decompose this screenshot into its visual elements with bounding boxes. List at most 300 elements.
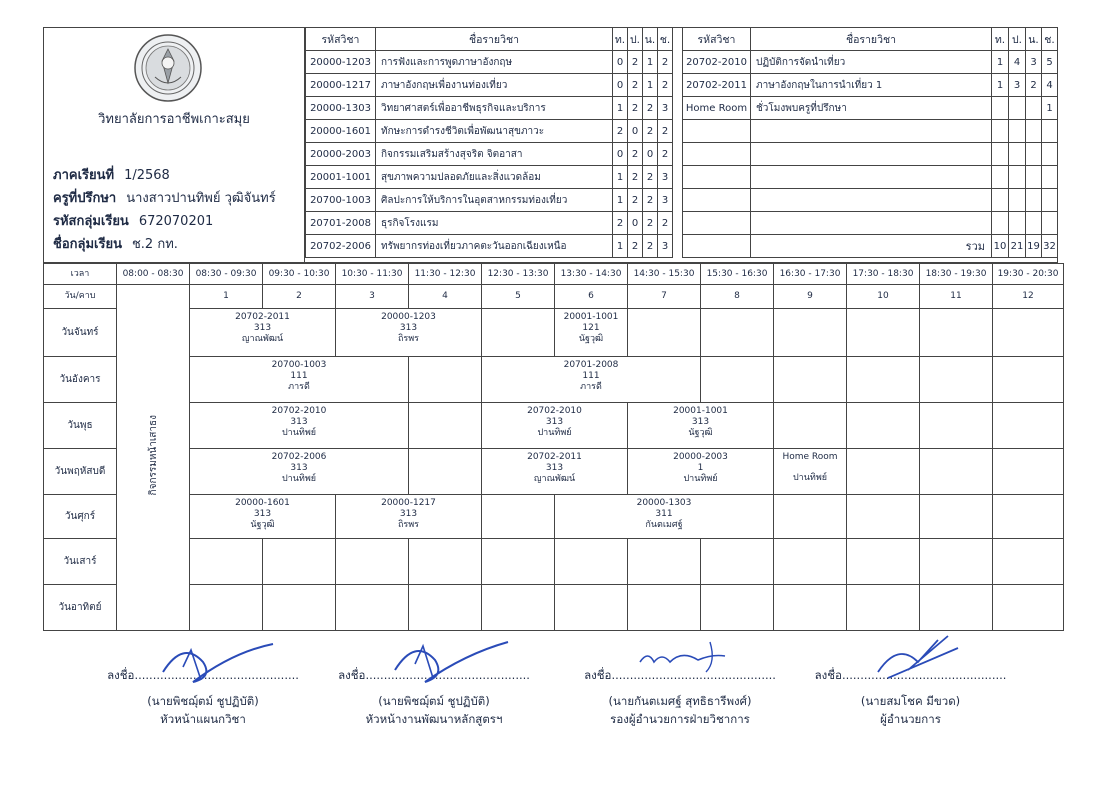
subject-p: 2 <box>628 166 643 189</box>
subject-header-p: ป. <box>1009 28 1026 51</box>
empty-slot <box>555 539 628 585</box>
subject-name: ศิลปะการให้บริการในอุตสาหกรรมท่องเที่ยว <box>376 189 613 212</box>
subject-row-empty <box>683 166 1058 189</box>
empty-slot <box>336 585 409 631</box>
empty-slot <box>920 357 993 403</box>
subject-n: 1 <box>643 51 658 74</box>
empty-slot <box>774 403 847 449</box>
session-teacher: ภารดี <box>288 382 310 392</box>
handwritten-signature <box>143 632 293 692</box>
day-row <box>44 449 1064 495</box>
session-teacher: ปานทิพย์ <box>537 428 572 438</box>
subject-n: 2 <box>643 166 658 189</box>
empty-slot <box>482 495 555 539</box>
subject-c: 3 <box>658 166 673 189</box>
session-teacher: นัฐวุฒิ <box>250 520 275 530</box>
empty-slot <box>847 539 920 585</box>
session-room: 313 <box>253 509 272 519</box>
subject-p: 2 <box>628 97 643 120</box>
signer-role: รองผู้อำนวยการฝ่ายวิชาการ <box>610 712 750 726</box>
subject-name: การฟังและการพูดภาษาอังกฤษ <box>376 51 613 74</box>
period-number: 5 <box>482 285 555 309</box>
empty-cell <box>751 143 992 166</box>
time-slot: 14:30 - 15:30 <box>628 264 701 285</box>
subject-c: 4 <box>1042 74 1058 97</box>
subject-code: 20702-2011 <box>683 74 751 97</box>
empty-slot <box>482 585 555 631</box>
time-slot: 19:30 - 20:30 <box>993 264 1064 285</box>
empty-cell <box>1042 212 1058 235</box>
session-teacher: ถิรพร <box>397 520 420 530</box>
subject-c: 2 <box>658 74 673 97</box>
empty-cell <box>992 212 1009 235</box>
subject-name: ทักษะการดำรงชีวิตเพื่อพัฒนาสุขภาวะ <box>376 120 613 143</box>
subject-code: 20000-2003 <box>306 143 376 166</box>
subject-c: 3 <box>658 97 673 120</box>
signer-role: หัวหน้าแผนกวิชา <box>160 712 246 726</box>
class-session <box>336 309 482 357</box>
empty-slot <box>993 495 1064 539</box>
time-slot: 15:30 - 16:30 <box>701 264 774 285</box>
period-number: 2 <box>263 285 336 309</box>
empty-cell <box>1042 166 1058 189</box>
totals-row <box>683 235 1058 258</box>
empty-cell <box>1026 166 1042 189</box>
subject-n: 2 <box>643 97 658 120</box>
time-slot: 11:30 - 12:30 <box>409 264 482 285</box>
empty-cell <box>751 189 992 212</box>
class-session <box>190 449 409 495</box>
period-number: 4 <box>409 285 482 309</box>
empty-slot <box>920 495 993 539</box>
subject-header-name: ชื่อรายวิชา <box>751 28 992 51</box>
subject-row-empty <box>683 143 1058 166</box>
empty-cell <box>1026 212 1042 235</box>
empty-slot <box>920 403 993 449</box>
session-room <box>774 463 846 473</box>
group-name-value: ช.2 กท. <box>131 237 178 252</box>
empty-slot <box>774 309 847 357</box>
subject-header-name: ชื่อรายวิชา <box>376 28 613 51</box>
sign-label: ลงชื่อ <box>338 668 366 682</box>
period-number: 1 <box>190 285 263 309</box>
subject-name: ธุรกิจโรงแรม <box>376 212 613 235</box>
subject-p: 2 <box>628 74 643 97</box>
empty-slot <box>993 357 1064 403</box>
subject-p: 0 <box>628 120 643 143</box>
subject-p: 3 <box>1009 74 1026 97</box>
empty-slot <box>628 585 701 631</box>
subject-n: 2 <box>643 235 658 258</box>
subject-header-t: ท. <box>613 28 628 51</box>
subject-p: 2 <box>628 51 643 74</box>
subject-t: 1 <box>613 189 628 212</box>
flag-activity <box>117 285 190 631</box>
subject-table-left <box>305 27 673 258</box>
empty-slot <box>628 539 701 585</box>
subject-row-empty <box>683 120 1058 143</box>
subject-row <box>306 235 673 258</box>
day-row <box>44 309 1064 357</box>
class-session <box>482 449 628 495</box>
session-room: 313 <box>290 463 308 473</box>
session-teacher: นัฐวุฒิ <box>578 334 604 344</box>
session-code: 20000-1601 <box>235 498 290 508</box>
subject-row <box>306 143 673 166</box>
session-teacher: ปานทิพย์ <box>281 428 317 438</box>
empty-cell <box>1009 120 1026 143</box>
subject-name: กิจกรรมเสริมสร้างสุจริต จิตอาสา <box>376 143 613 166</box>
flag-activity-label: กิจกรรมหน้าเสาธง <box>147 415 159 496</box>
time-label: เวลา <box>44 264 117 285</box>
subject-c: 2 <box>658 51 673 74</box>
group-code-value: 672070201 <box>138 214 214 229</box>
semester-label: ภาคเรียนที่ <box>53 168 115 183</box>
empty-cell <box>992 120 1009 143</box>
empty-cell <box>683 235 751 258</box>
empty-cell <box>992 189 1009 212</box>
empty-cell <box>1026 120 1042 143</box>
empty-slot <box>263 539 336 585</box>
day-label: วันอังคาร <box>44 357 117 403</box>
empty-slot <box>190 585 263 631</box>
period-label: วัน/คาบ <box>44 285 117 309</box>
session-code: 20000-2003 <box>673 452 728 462</box>
empty-cell <box>1009 189 1026 212</box>
subject-row <box>306 74 673 97</box>
subject-p: 0 <box>628 212 643 235</box>
day-row <box>44 585 1064 631</box>
subject-header-n: น. <box>1026 28 1042 51</box>
period-number: 11 <box>920 285 993 309</box>
empty-slot <box>774 539 847 585</box>
empty-slot <box>190 539 263 585</box>
subject-name: ชั่วโมงพบครูที่ปรึกษา <box>751 97 992 120</box>
time-slot: 13:30 - 14:30 <box>555 264 628 285</box>
session-code: 20702-2011 <box>527 452 582 462</box>
subject-row-empty <box>683 189 1058 212</box>
time-slot: 10:30 - 11:30 <box>336 264 409 285</box>
day-row <box>44 403 1064 449</box>
empty-cell <box>683 189 751 212</box>
signer-role: ผู้อำนวยการ <box>880 712 941 726</box>
subject-row <box>683 97 1058 120</box>
empty-cell <box>1026 143 1042 166</box>
class-session <box>628 403 774 449</box>
group-code-row <box>53 210 213 231</box>
session-room: 311 <box>655 509 673 519</box>
empty-cell <box>751 212 992 235</box>
subject-code: 20000-1601 <box>306 120 376 143</box>
subject-c: 2 <box>658 212 673 235</box>
subject-row <box>683 51 1058 74</box>
session-room: 313 <box>253 323 272 333</box>
session-room: 121 <box>582 323 600 333</box>
day-label: วันศุกร์ <box>44 495 117 539</box>
total-p: 21 <box>1009 235 1026 258</box>
time-slot: 17:30 - 18:30 <box>847 264 920 285</box>
subject-n: 2 <box>643 212 658 235</box>
empty-slot <box>628 309 701 357</box>
period-number: 9 <box>774 285 847 309</box>
subject-name: ปฏิบัติการจัดนำเที่ยว <box>751 51 992 74</box>
signature-dots: ............................................. <box>841 668 1007 682</box>
subject-header-p: ป. <box>628 28 643 51</box>
session-teacher: ปานทิพย์ <box>281 474 317 484</box>
signature-dots: ............................................. <box>365 668 530 682</box>
subject-t: 1 <box>992 51 1009 74</box>
period-number: 6 <box>555 285 628 309</box>
session-teacher: กันตเมศฐ์ <box>645 520 683 530</box>
subject-name: ภาษาอังกฤษในการนำเที่ยว 1 <box>751 74 992 97</box>
session-room: 313 <box>399 323 418 333</box>
subject-row <box>306 97 673 120</box>
subject-name: สุขภาพความปลอดภัยและสิ่งแวดล้อม <box>376 166 613 189</box>
empty-cell <box>1042 120 1058 143</box>
subject-code: 20702-2006 <box>306 235 376 258</box>
empty-slot <box>555 585 628 631</box>
total-t: 10 <box>992 235 1009 258</box>
signer-name: (นายกันตเมศฐ์ สุทธิธารีพงศ์) <box>608 694 752 708</box>
empty-slot <box>847 309 920 357</box>
signer-name: (นายพิชฌุ์ตม์ ชูปฏิบัติ) <box>147 694 259 708</box>
empty-slot <box>701 309 774 357</box>
empty-slot <box>993 539 1064 585</box>
total-c: 32 <box>1042 235 1058 258</box>
subject-header-c: ช. <box>658 28 673 51</box>
subject-header-code: รหัสวิชา <box>306 28 376 51</box>
empty-slot <box>993 309 1064 357</box>
empty-slot <box>482 309 555 357</box>
subject-n: 1 <box>643 74 658 97</box>
time-row <box>44 264 1064 285</box>
session-room: 313 <box>691 417 710 427</box>
group-name-row <box>53 233 178 254</box>
session-code: 20702-2010 <box>271 406 327 416</box>
empty-slot <box>701 585 774 631</box>
empty-cell <box>751 166 992 189</box>
handwritten-signature <box>373 632 523 692</box>
empty-slot <box>774 357 847 403</box>
signature-dots: ............................................. <box>134 668 299 682</box>
session-code: 20001-1001 <box>563 312 619 322</box>
advisor-value: นางสาวปานทิพย์ วุฒิจันทร์ <box>126 191 276 206</box>
class-session <box>482 403 628 449</box>
session-room: 313 <box>290 417 308 427</box>
class-session <box>628 449 774 495</box>
empty-slot <box>993 585 1064 631</box>
subject-t: 2 <box>613 120 628 143</box>
time-slot: 08:30 - 09:30 <box>190 264 263 285</box>
empty-slot <box>409 403 482 449</box>
time-slot: 16:30 - 17:30 <box>774 264 847 285</box>
group-code-label: รหัสกลุ่มเรียน <box>53 214 129 229</box>
subject-p: 2 <box>628 235 643 258</box>
empty-cell <box>992 143 1009 166</box>
empty-slot <box>263 585 336 631</box>
session-room: 313 <box>545 417 564 427</box>
session-teacher: ปานทิพย์ <box>683 474 718 484</box>
subject-t <box>992 97 1009 120</box>
period-number: 3 <box>336 285 409 309</box>
class-session <box>190 403 409 449</box>
period-number: 10 <box>847 285 920 309</box>
subject-c: 5 <box>1042 51 1058 74</box>
subject-name: วิทยาศาสตร์เพื่ออาชีพธุรกิจและบริการ <box>376 97 613 120</box>
subject-name: ภาษาอังกฤษเพื่องานท่องเที่ยว <box>376 74 613 97</box>
time-slot: 09:30 - 10:30 <box>263 264 336 285</box>
period-number: 7 <box>628 285 701 309</box>
subject-p: 2 <box>628 143 643 166</box>
subject-row <box>306 212 673 235</box>
subject-t: 1 <box>613 97 628 120</box>
empty-slot <box>847 495 920 539</box>
subject-c: 3 <box>658 235 673 258</box>
empty-cell <box>1042 189 1058 212</box>
day-label: วันอาทิตย์ <box>44 585 117 631</box>
empty-slot <box>847 403 920 449</box>
subject-header-c: ช. <box>1042 28 1058 51</box>
empty-slot <box>993 449 1064 495</box>
empty-slot <box>409 539 482 585</box>
subject-c: 2 <box>658 120 673 143</box>
empty-slot <box>482 539 555 585</box>
session-code: 20000-1303 <box>636 498 692 508</box>
subject-code: 20701-2008 <box>306 212 376 235</box>
subject-p <box>1009 97 1026 120</box>
empty-slot <box>847 585 920 631</box>
class-session <box>555 495 774 539</box>
subject-n: 2 <box>1026 74 1042 97</box>
session-code: 20702-2010 <box>527 406 582 416</box>
sign-label: ลงชื่อ <box>584 668 612 682</box>
handwritten-signature <box>848 632 998 692</box>
advisor-row <box>53 187 276 208</box>
period-row <box>44 285 1064 309</box>
empty-slot <box>774 495 847 539</box>
subject-code: 20001-1001 <box>306 166 376 189</box>
empty-cell <box>1042 143 1058 166</box>
session-code: 20702-2006 <box>271 452 327 462</box>
college-seal-icon <box>133 33 203 103</box>
signer-name: (นายพิชฌุ์ตม์ ชูปฏิบัติ) <box>378 694 490 708</box>
session-code: 20701-2008 <box>563 360 619 370</box>
session-teacher: ปานทิพย์ <box>792 473 828 483</box>
total-n: 19 <box>1026 235 1042 258</box>
class-session <box>190 495 336 539</box>
empty-slot <box>409 449 482 495</box>
subject-c: 3 <box>658 189 673 212</box>
empty-cell <box>1026 189 1042 212</box>
semester-row <box>53 164 170 185</box>
subject-row <box>306 189 673 212</box>
session-room: 313 <box>545 463 564 473</box>
subject-code: 20000-1303 <box>306 97 376 120</box>
empty-cell <box>1009 143 1026 166</box>
subject-table-right <box>682 27 1058 258</box>
subject-code: 20702-2010 <box>683 51 751 74</box>
empty-cell <box>1009 212 1026 235</box>
subject-n: 2 <box>643 120 658 143</box>
subject-header-row <box>683 28 1058 51</box>
empty-cell <box>683 120 751 143</box>
subject-t: 2 <box>613 212 628 235</box>
time-slot: 12:30 - 13:30 <box>482 264 555 285</box>
period-number: 8 <box>701 285 774 309</box>
subject-code: 20700-1003 <box>306 189 376 212</box>
session-teacher: ญาณพัฒน์ <box>533 474 576 484</box>
empty-cell <box>992 166 1009 189</box>
empty-slot <box>993 403 1064 449</box>
weekly-schedule <box>43 263 1064 631</box>
session-room: 313 <box>399 509 418 519</box>
subject-t: 1 <box>992 74 1009 97</box>
empty-cell <box>683 212 751 235</box>
subject-header-row <box>306 28 673 51</box>
subject-c: 1 <box>1042 97 1058 120</box>
empty-cell <box>683 166 751 189</box>
subject-t: 1 <box>613 235 628 258</box>
day-row <box>44 495 1064 539</box>
subject-row <box>306 51 673 74</box>
subject-name: ทรัพยากรท่องเที่ยวภาคตะวันออกเฉียงเหนือ <box>376 235 613 258</box>
empty-slot <box>774 585 847 631</box>
empty-slot <box>847 357 920 403</box>
session-code: 20001-1001 <box>673 406 728 416</box>
session-teacher: ภารดี <box>580 382 602 392</box>
signer-role: หัวหน้างานพัฒนาหลักสูตรฯ <box>365 712 503 726</box>
empty-slot <box>920 539 993 585</box>
totals-label: รวม <box>751 235 992 258</box>
class-session <box>336 495 482 539</box>
empty-slot <box>701 539 774 585</box>
day-label: วันจันทร์ <box>44 309 117 357</box>
subject-row <box>306 166 673 189</box>
session-teacher: นัฐวุฒิ <box>688 428 713 438</box>
empty-slot <box>336 539 409 585</box>
signature-dots: ............................................. <box>611 668 776 682</box>
subject-code: Home Room <box>683 97 751 120</box>
subject-p: 4 <box>1009 51 1026 74</box>
subject-header-code: รหัสวิชา <box>683 28 751 51</box>
empty-slot <box>701 357 774 403</box>
subject-n: 3 <box>1026 51 1042 74</box>
period-number: 12 <box>993 285 1064 309</box>
session-code: 20700-1003 <box>271 360 327 370</box>
subject-t: 0 <box>613 143 628 166</box>
subject-code: 20000-1217 <box>306 74 376 97</box>
class-session <box>190 357 409 403</box>
subject-p: 2 <box>628 189 643 212</box>
day-label: วันพฤหัสบดี <box>44 449 117 495</box>
sign-label: ลงชื่อ <box>107 668 135 682</box>
subject-t: 1 <box>613 166 628 189</box>
time-slot: 18:30 - 19:30 <box>920 264 993 285</box>
empty-cell <box>1009 166 1026 189</box>
session-room: 111 <box>582 371 600 381</box>
subject-n: 2 <box>643 189 658 212</box>
advisor-label: ครูที่ปรึกษา <box>53 191 117 206</box>
session-teacher: ถิรพร <box>397 334 420 344</box>
session-code: 20000-1217 <box>381 498 436 508</box>
empty-slot <box>409 357 482 403</box>
session-code: 20702-2011 <box>235 312 290 322</box>
session-room: 1 <box>697 463 704 473</box>
subject-row <box>683 74 1058 97</box>
semester-value: 1/2568 <box>124 168 170 183</box>
session-code: 20000-1203 <box>381 312 436 322</box>
empty-slot <box>920 449 993 495</box>
